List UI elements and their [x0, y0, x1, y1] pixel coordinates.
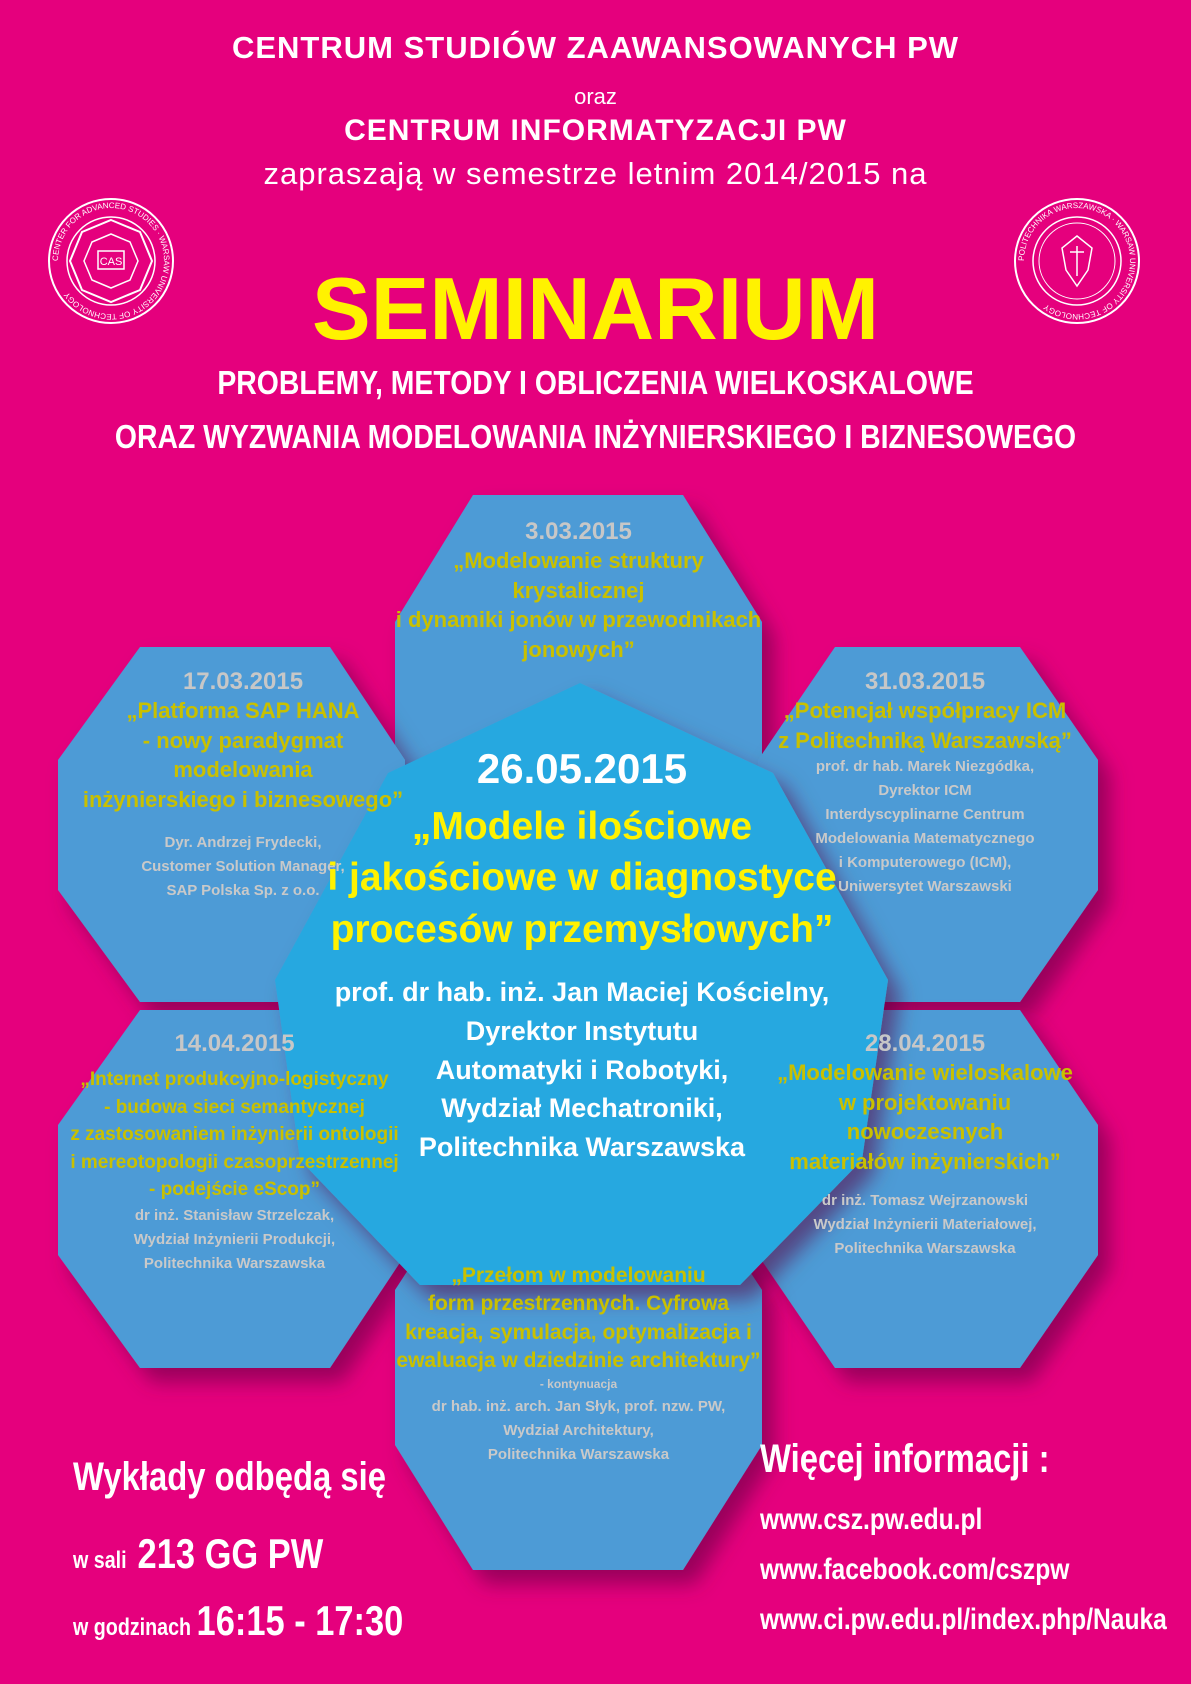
conjunction: oraz — [574, 84, 617, 109]
featured-author-line: Dyrektor Instytutu — [465, 1016, 699, 1047]
petal-title-line: „Platforma SAP HANA — [126, 698, 360, 723]
petal-title-line: z Politechniką Warszawską” — [778, 727, 1072, 753]
petal-title-line: - budowa sieci semantycznej — [104, 1096, 365, 1118]
petal-title-line: i mereotopologii czasoprzestrzennej — [70, 1151, 399, 1173]
petal-author-line: SAP Polska Sp. z o.o. — [166, 881, 320, 899]
petal-title-line: z zastosowaniem inżynierii ontologii — [70, 1124, 399, 1146]
petal-author-line: Wydział Architektury, — [503, 1421, 654, 1439]
room-prefix: w sali — [73, 1547, 127, 1574]
time-range: 16:15 - 17:30 — [196, 1597, 404, 1644]
petal-top — [395, 518, 762, 665]
petal-bottom — [395, 1262, 762, 1467]
petal-author-line: dr hab. inż. arch. Jan Słyk, prof. nzw. PW, — [431, 1397, 726, 1415]
petal-title-line: „Modelowanie wieloskalowe — [777, 1060, 1073, 1085]
svg-text:CENTER FOR ADVANCED STUDIES ·: CENTER FOR ADVANCED STUDIES · WARSAW UNIVERSITY OF TECHNOLOGY — [50, 200, 172, 322]
petal-title-line: krystalicznej — [512, 577, 645, 603]
petal-title-line: ewaluacja w dziedzinie architektury” — [396, 1349, 761, 1373]
venue-heading: Wykłady odbędą się — [73, 1455, 386, 1499]
petal-date: 17.03.2015 — [182, 668, 304, 695]
petal-author-line: Politechnika Warszawska — [487, 1445, 670, 1463]
petal-title-line: w projektowaniu nowoczesnych — [838, 1089, 1012, 1145]
petal-author-line: - kontynuacja — [539, 1377, 618, 1392]
petal-date: 28.04.2015 — [864, 1030, 986, 1057]
featured-author-line: Politechnika Warszawska — [418, 1131, 746, 1162]
info-link-ci[interactable]: www.ci.pw.edu.pl/index.php/Nauka — [760, 1603, 1167, 1636]
petal-author-line: Modelowania Matematycznego — [815, 830, 1035, 848]
petal-author-line: Wydział Inżynierii Materiałowej, — [813, 1215, 1037, 1233]
petal-author-line: Politechnika Warszawska — [834, 1239, 1016, 1257]
featured-title-line: i jakościowe w diagnostyce — [327, 856, 837, 900]
petal-author-line: dr inż. Tomasz Wejrzanowski — [821, 1191, 1029, 1209]
petal-title-line: - podejście eScop” — [148, 1179, 321, 1201]
room-number: 213 GG PW — [137, 1530, 324, 1577]
petal-title-line: kreacja, symulacja, optymalizacja i — [405, 1320, 752, 1344]
petal-date: 31.03.2015 — [864, 668, 986, 695]
petal-date: 3.03.2015 — [525, 518, 632, 545]
petal-author-line: Dyr. Andrzej Frydecki, — [164, 833, 322, 851]
petal-title-line: „Modelowanie struktury — [453, 548, 704, 573]
invitation-line: zapraszają w semestrze letnim 2014/2015 na — [263, 156, 928, 191]
organizer-2: CENTRUM INFORMATYZACJI PW — [344, 114, 847, 147]
petal-title-line: „Przełom w modelowaniu — [451, 1264, 706, 1287]
featured-author-line: prof. dr hab. inż. Jan Maciej Kościelny, — [334, 977, 830, 1008]
petal-title-line: i dynamiki jonów w przewodnikach — [395, 607, 762, 633]
petal-author-line: Interdyscyplinarne Centrum — [825, 806, 1025, 824]
petal-author-line: Dyrektor ICM — [878, 782, 972, 800]
petal-title-line: „Internet produkcyjno-logistyczny — [80, 1069, 389, 1090]
subtitle-line-1: PROBLEMY, METODY I OBLICZENIA WIELKOSKALOWE — [217, 364, 974, 401]
petal-author-line: i Komputerowego (ICM), — [838, 854, 1012, 872]
info-heading: Więcej informacji : — [760, 1437, 1050, 1481]
petal-title-line: form przestrzennych. Cyfrowa — [427, 1292, 730, 1316]
organizer-1: CENTRUM STUDIÓW ZAAWANSOWANYCH PW — [231, 30, 960, 65]
subtitle-line-2: ORAZ WYZWANIA MODELOWANIA INŻYNIERSKIEGO I BIZNESOWEGO — [114, 418, 1077, 455]
info-link-csz[interactable]: www.csz.pw.edu.pl — [760, 1503, 983, 1536]
svg-text:CAS: CAS — [99, 256, 123, 268]
featured-author-line: Wydział Mechatroniki, — [441, 1093, 723, 1124]
petal-title-line: - nowy paradygmat modelowania — [142, 727, 344, 783]
petal-title-line: „Potencjał współpracy ICM — [783, 698, 1067, 723]
venue-time — [73, 1597, 403, 1645]
svg-text:POLITECHNIKA WARSZAWSKA · WARS: POLITECHNIKA WARSZAWSKA · WARSAW UNIVERSITY OF TECHNOLOGY — [1016, 200, 1138, 322]
petal-author-line: Uniwersytet Warszawski — [838, 878, 1012, 896]
petal-author-line: Politechnika Warszawska — [143, 1254, 326, 1272]
featured-date: 26.05.2015 — [476, 745, 688, 792]
venue-room — [73, 1530, 323, 1578]
featured-lecture — [272, 745, 892, 1166]
featured-title-line: „Modele ilościowe — [411, 805, 753, 848]
petal-title-line: inżynierskiego i biznesowego” — [82, 787, 404, 813]
time-prefix: w godzinach — [73, 1614, 192, 1641]
petal-author-line: dr inż. Stanisław Strzelczak, — [134, 1206, 335, 1224]
featured-author-line: Automatyki i Robotyki, — [435, 1054, 729, 1085]
info-link-facebook[interactable]: www.facebook.com/cszpw — [760, 1553, 1070, 1586]
petal-author-line: Wydział Inżynierii Produkcji, — [133, 1230, 336, 1248]
petal-title-line: materiałów inżynierskich” — [789, 1149, 1061, 1175]
seminar-title: SEMINARIUM — [311, 259, 880, 358]
petal-author-line: prof. dr hab. Marek Niezgódka, — [815, 758, 1035, 776]
petal-date: 14.04.2015 — [174, 1030, 295, 1057]
petal-author-line: Customer Solution Manager, — [141, 857, 345, 875]
petal-title-line: jonowych” — [522, 637, 635, 663]
featured-title-line: procesów przemysłowych” — [330, 907, 834, 951]
